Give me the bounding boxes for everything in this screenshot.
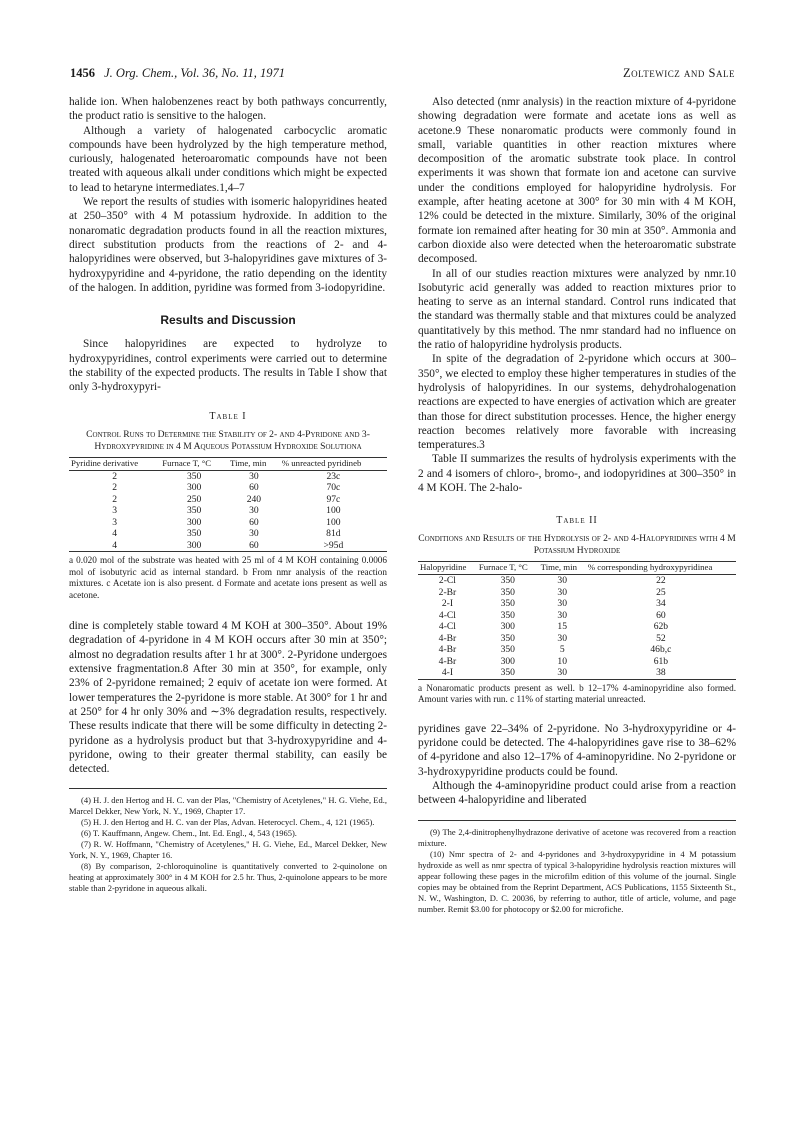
table2-cell: 350 [500, 644, 515, 656]
table1-cell: 4 [112, 528, 118, 540]
paragraph: In all of our studies reaction mixtures were analyzed by nmr.10 Isobutyric acid generally was added to reaction mixtures prior to heating to serve as an internal standard. Control runs indicated that the standard was thermally stable and that mixtures could be analyzed quantitatively by this method. The nmr standard had no influence on the ratio of halopyridine hydrolysis products. [418, 267, 736, 352]
table1-cell: 4 [69, 540, 160, 552]
table1-cell: 60 [249, 516, 259, 528]
reference-note: (4) H. J. den Hertog and H. C. van der Plas, "Chemistry of Acetylenes," H. G. Viehe, Ed., Marcel Dekker, New York, N. Y., 1969, Chapter 17. [69, 795, 387, 817]
table2-cell: 30 [557, 609, 567, 621]
table1-cell: 350 [186, 528, 202, 540]
journal-citation: J. Org. Chem., Vol. 36, No. 11, 1971 [104, 66, 286, 80]
table2-cell: 300 [500, 621, 515, 633]
table2-cell: 5 [559, 644, 565, 656]
author-names: Zoltewicz and Sale [623, 66, 735, 80]
table2-label: Table II [556, 515, 598, 527]
right-column [418, 95, 736, 915]
table1-cell: 300 [186, 482, 202, 494]
table2-caption [418, 515, 736, 557]
paragraph: Table II summarizes the results of hydrolysis experiments with the 2 and 4 isomers of chloro-, bromo-, and iodopyridines at 300–350° in 4 M KOH. The 2-halo- [418, 453, 736, 495]
reference-note: (9) The 2,4-dinitrophenylhydrazone derivative of acetone was recovered from a reaction mixture. [418, 826, 736, 848]
reference-note: (8) By comparison, 2-chloroquinoline is quantitatively converted to 2-quinolone on heating at approximately 300° in 4 M KOH for 2.5 hr. Thus, 2-quinolone appears to be more stable than 2-pyridone in aqueous alkali. [69, 861, 387, 894]
table2-cell: 30 [539, 667, 586, 679]
table2-cell: 2-I [441, 598, 454, 610]
running-header [70, 66, 735, 84]
table2-cell: 38 [586, 667, 736, 679]
table1-row [69, 470, 387, 482]
table1-label: Table I [209, 410, 247, 422]
table1-row [69, 540, 387, 552]
paragraph: Also detected (nmr analysis) in the reaction mixture of 4-pyridone showing degradation were formate and acetate ions as well as acetone.9 These nonaromatic products were commonly found in small, variable quantities in other reaction mixtures where decomposition of the aromatic substrate took place. In control experiments it was shown that formate ion and acetone can survive under the conditions employed for halopyridine hydrolysis. For example, after heating acetone at 300° for 30 min with 4 M KOH, 12% could be detected in the mixture. Similarly, 30% of the original formate ion remained after heating for 30 min at 350°. Ammonia and carbon dioxide also were detected when the heteroaromatic substrate decomposed. [418, 96, 736, 266]
table1-cell: 300 [186, 516, 202, 528]
table2-cell: 22 [656, 575, 666, 587]
table2-cell: 350 [500, 598, 515, 610]
section-title: Results and Discussion [160, 313, 296, 328]
table2-row [418, 644, 736, 656]
table2-row [418, 575, 736, 587]
reference-note: (10) Nmr spectra of 2- and 4-pyridones and 3-hydroxypyridine in 4 M potassium hydroxide as well as nmr spectra of typical 3-halopyridine hydrolysis reaction mixtures will appear following these pages in the microfilm edition of this volume of the journal. Single copies may be obtained from the Reprint Department, ACS Publications, 1155 Sixteenth St., N. W., Washington, D. C. 20036, by referring to author, title of article, volume, and page number. Remit $3.00 for photocopy or $2.00 for microfiche. [418, 848, 736, 914]
table2-header: Halopyridine [420, 562, 467, 573]
table1-cell: 30 [249, 470, 259, 482]
left-column [69, 95, 387, 894]
reference-note: (7) R. W. Hoffmann, "Chemistry of Acetylenes," H. G. Viehe, Ed., Marcel Dekker, New York, N. Y., 1969, Chapter 16. [69, 839, 387, 861]
table2-cell: 30 [557, 632, 567, 644]
table2-cell: 4-Cl [438, 609, 456, 621]
table1-caption [69, 411, 387, 453]
paragraph: Since halopyridines are expected to hydrolyze to hydroxypyridines, control experiments were carried out to determine the stability of the expected products. The results in Table I show that only 3-hydroxypyri- [69, 338, 387, 394]
table1-cell: 81d [326, 528, 341, 540]
table2-cell: 2-Cl [438, 575, 456, 587]
paragraph: dine is completely stable toward 4 M KOH at 300–350°. About 19% degradation of 4-pyridone in 4 M KOH occurs after 30 min at 350°; almost no degradation results after 1 hr at 300°. 2-Pyridone undergoes extensive fragmentation.8 After 30 min at 350°, for example, only 23% of 2-pyridone remained; 2 equiv of acetate ion were formed. At lower temperatures the 2-pyridone is more stable. At 300° for 1 hr and at 250° for 4 hr only 30% and ∼3% degradation results, respectively. These results indicate that there will be some difficulty in detecting 2-pyridone as a hydrolysis product but that 3-hydroxypyridine and 4-pyridone, owing to their greater thermal stability, can easily be detected. [69, 620, 387, 776]
table1-cell: 250 [186, 493, 202, 505]
table1 [69, 457, 387, 553]
left-references [69, 795, 387, 894]
table1-row [69, 517, 387, 529]
table1-cell: 97c [326, 493, 341, 505]
table2-cell: 350 [500, 609, 515, 621]
table2-cell: 25 [656, 586, 666, 598]
table1-cell: 2 [112, 482, 118, 494]
table1-cell: 60 [249, 482, 259, 494]
table2-cell: 30 [557, 586, 567, 598]
table2-cell: 30 [557, 575, 567, 587]
table1-cell: 2 [112, 470, 118, 482]
table1-row [69, 505, 387, 517]
table1-title: Control Runs to Determine the Stability of 2- and 4-Pyridone and 3-Hydroxypyridine in 4 M Aqueous Potassium Hydroxide Solutiona [86, 428, 370, 452]
paragraph: Although the 4-aminopyridine product could arise from a reaction between 4-halopyridine and liberated [418, 780, 736, 807]
table2-cell: 350 [500, 575, 515, 587]
table2-cell: 34 [656, 598, 666, 610]
table2-row [418, 621, 736, 633]
table2-cell: 46b,c [650, 644, 672, 656]
table1-cell: 60 [228, 540, 280, 552]
reference-note: (6) T. Kauffmann, Angew. Chem., Int. Ed. Engl., 4, 543 (1965). [81, 828, 297, 839]
table1-cell: 30 [249, 505, 259, 517]
table2-row [418, 667, 736, 679]
table1-cell: 100 [326, 516, 341, 528]
paragraph: halide ion. When halobenzenes react by both pathways concurrently, the product ratio is sensitive to the halogen. [69, 96, 387, 123]
paragraph: We report the results of studies with isomeric halopyridines heated at 250–350° with 4 M potassium hydroxide. In addition to the nonaromatic degradation products found in all the reaction mixtures, direct substitution products from the reactions of 2- and 4-halopyridines were observed, but 3-halopyridines gave mixtures of 3-hydroxypyridine and 4-pyridone, the ratio depending on the identity of the halogen. In addition, pyridine was formed from 3-iodopyridine. [69, 196, 387, 294]
table1-cell: >95d [280, 540, 387, 552]
reference-note: (5) H. J. den Hertog and H. C. van der Plas, Advan. Heterocycl. Chem., 4, 121 (1965). [81, 817, 375, 828]
table2-cell: 15 [557, 621, 567, 633]
table2-header: % corresponding hydroxypyridinea [587, 562, 713, 573]
table2-title: Conditions and Results of the Hydrolysis of 2- and 4-Halopyridines with 4 M Potassium Hydroxide [418, 533, 736, 557]
footnote-divider [69, 788, 387, 789]
table1-header: % unreacted pyridineb [281, 457, 362, 468]
table2-cell: 10 [557, 655, 567, 667]
table1-cell: 3 [112, 505, 118, 517]
table1-cell: 23c [326, 470, 341, 482]
table1-cell: 300 [160, 540, 228, 552]
table2-cell: 350 [477, 667, 539, 679]
page-number: 1456 [70, 66, 95, 80]
table2-row [418, 656, 736, 668]
table2-cell: 30 [557, 598, 567, 610]
table2-cell: 4-Br [438, 632, 457, 644]
table1-cell: 2 [112, 493, 118, 505]
table2-row [418, 587, 736, 599]
table2-cell: 4-Br [438, 644, 457, 656]
table1-cell: 240 [246, 493, 262, 505]
table2-cell: 4-Br [438, 655, 457, 667]
right-references [418, 827, 736, 915]
table1-row [69, 528, 387, 540]
table2-row [418, 633, 736, 645]
table1-cell: 30 [249, 528, 259, 540]
table1-footnote: a 0.020 mol of the substrate was heated with 25 ml of 4 M KOH containing 0.0006 mol of isobutyric acid as internal standard. b From nmr analysis of the reaction mixtures. c Acetate ion is also present. d Formate and acetate ions present as well as acetone. [69, 555, 387, 600]
table2-cell: 62b [653, 621, 669, 633]
table2-header: Time, min [540, 562, 577, 573]
footnote-divider [418, 820, 736, 821]
table2-row [418, 598, 736, 610]
table1-row [69, 482, 387, 494]
table2-footnote: a Nonaromatic products present as well. b 12–17% 4-aminopyridine also formed. Amount varies with run. c 11% of starting material unreacted. [418, 682, 736, 705]
table2-header: Furnace T, °C [478, 562, 528, 573]
table2-cell: 61b [653, 655, 669, 667]
table1-header: Pyridine derivative [71, 457, 139, 468]
table1-cell: 100 [326, 505, 341, 517]
table2-cell: 4-Cl [438, 621, 456, 633]
table1-cell: 350 [186, 505, 202, 517]
paragraph: In spite of the degradation of 2-pyridone which occurs at 300–350°, we elected to employ these higher temperatures in studies of the hydrolysis of halopyridines. In our systems, dehydrohalogenation reactions are expected to have energies of activation which are greater than those for direct substitution processes. Hence, the higher energy reaction becomes relatively more favorable with increasing temperatures.3 [418, 353, 736, 452]
table1-cell: 350 [186, 470, 202, 482]
table2-cell: 350 [500, 586, 515, 598]
table2 [418, 561, 736, 680]
table1-header: Time, min [230, 457, 267, 468]
table1-cell: 70c [326, 482, 341, 494]
paragraph: Although a variety of halogenated carbocyclic aromatic compounds have been hydrolyzed by the high temperature method, curiously, halogenated heteroaromatic compounds have not been treated with aqueous alkali under conditions which might be expected to lead to hetaryne intermediates.1,4–7 [69, 124, 387, 194]
table2-row [418, 610, 736, 622]
table1-row [69, 494, 387, 506]
table2-cell: 60 [656, 609, 666, 621]
table2-cell: 300 [500, 655, 515, 667]
paragraph: pyridines gave 22–34% of 2-pyridone. No 3-hydroxypyridine or 4-pyridone could be detected. The 4-halopyridines gave rise to 38–62% of 4-pyridone and also 12–17% of 4-aminopyridine. No 2-pyridone or 3-hydroxypyridine products could be found. [418, 722, 736, 778]
table2-cell: 4-I [418, 667, 477, 679]
table1-header: Furnace T, °C [162, 457, 212, 468]
table1-cell: 3 [112, 516, 118, 528]
table2-cell: 2-Br [438, 586, 457, 598]
table2-cell: 350 [500, 632, 515, 644]
table2-cell: 52 [656, 632, 666, 644]
